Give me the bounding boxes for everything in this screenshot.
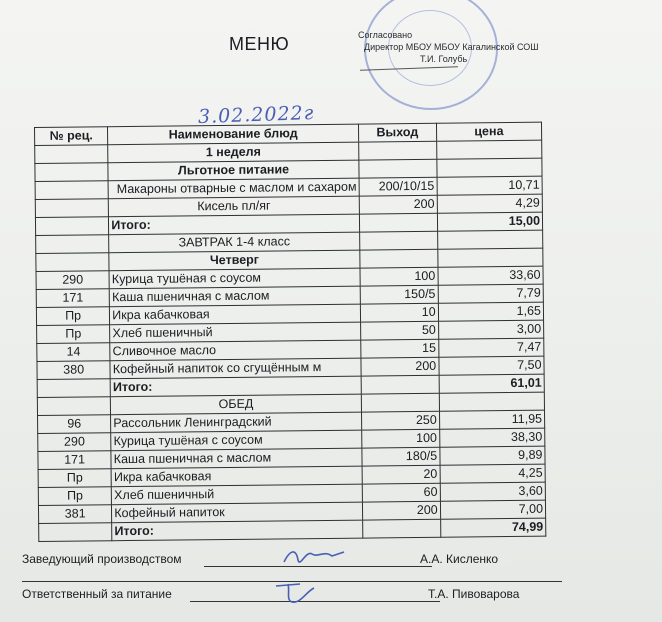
col-header-price: цена (436, 122, 541, 141)
lunch-title: ОБЕД (111, 394, 362, 415)
recipe-cell: 290 (38, 433, 111, 452)
price-cell: 3,00 (438, 320, 543, 339)
recipe-cell: Пр (37, 325, 110, 344)
output-cell: 60 (362, 483, 440, 502)
week-label: 1 неделя (108, 142, 359, 163)
recipe-cell: Пр (38, 487, 111, 506)
manager-signature (280, 544, 350, 570)
dish-cell: Хлеб пшеничный (112, 484, 363, 505)
price-cell: 11,95 (439, 410, 544, 429)
price-cell: 33,60 (438, 266, 543, 285)
price-cell: 7,47 (438, 338, 543, 357)
col-header-dish: Наименование блюд (108, 124, 359, 145)
output-cell: 20 (362, 465, 440, 484)
total-label: Итого: (110, 376, 361, 397)
output-cell: 250 (361, 411, 439, 430)
price-cell: 10,71 (437, 176, 542, 195)
price-cell: 1,65 (438, 302, 543, 321)
price-cell: 7,00 (440, 500, 545, 519)
recipe-cell (35, 199, 108, 218)
dish-cell: Кофейный напиток со сгущённым м (110, 358, 361, 379)
total-value: 74,99 (440, 518, 545, 537)
breakfast-title: ЗАВТРАК 1-4 класс (109, 232, 360, 253)
manager-name: А.А. Кисленко (420, 552, 499, 566)
page-title: МЕНЮ (229, 34, 290, 54)
responsible-name: Т.А. Пивоварова (428, 587, 520, 601)
approval-name: Т.И. Голубь (420, 54, 468, 64)
output-cell: 15 (361, 339, 439, 358)
responsible-signature (270, 578, 330, 608)
dish-cell: Кисель пл/яг (109, 196, 360, 217)
recipe-cell: 380 (37, 361, 110, 380)
recipe-cell: 290 (36, 271, 109, 290)
dish-cell: Курица тушёная с соусом (111, 430, 362, 451)
output-cell: 200 (361, 357, 439, 376)
dish-cell: Курица тушёная с соусом (109, 268, 360, 289)
handwritten-date: 3.02.2022г (197, 101, 315, 129)
price-cell: 4,29 (437, 194, 542, 213)
recipe-cell: 381 (38, 505, 111, 524)
recipe-cell: 96 (38, 415, 111, 434)
recipe-cell: 171 (36, 289, 109, 308)
output-cell: 200 (362, 501, 440, 520)
recipe-cell (35, 181, 108, 200)
dish-cell: Хлеб пшеничный (110, 322, 361, 343)
price-cell: 9,89 (440, 446, 545, 465)
recipe-cell: 14 (37, 343, 110, 362)
output-cell: 200/10/15 (359, 177, 437, 196)
responsible-role: Ответственный за питание (22, 587, 172, 601)
total-label: Итого: (109, 214, 360, 235)
recipe-cell: Пр (38, 469, 111, 488)
dish-cell: Икра кабачковая (110, 304, 361, 325)
total-label: Итого: (112, 520, 363, 541)
dish-cell: Каша пшеничная с маслом (109, 286, 360, 307)
col-header-recipe: № рец. (35, 127, 108, 146)
price-cell: 4,25 (440, 464, 545, 483)
output-cell: 50 (360, 321, 438, 340)
dish-cell: Икра кабачковая (111, 466, 362, 487)
menu-table (34, 122, 546, 542)
price-cell: 3,60 (440, 482, 545, 501)
manager-role: Заведующий производством (22, 552, 182, 566)
col-header-output: Выход (358, 123, 436, 142)
approval-director: Директор МБОУ МБОУ Кагалинской СОШ (364, 42, 539, 52)
output-cell: 10 (360, 303, 438, 322)
output-cell: 180/5 (362, 447, 440, 466)
dish-cell: Каша пшеничная с маслом (111, 448, 362, 469)
dish-cell: Рассольник Ленинградский (111, 412, 362, 433)
dish-cell: Сливочное масло (110, 340, 361, 361)
recipe-cell: 171 (38, 451, 111, 470)
price-cell: 38,30 (439, 428, 544, 447)
output-cell: 100 (362, 429, 440, 448)
dish-cell: Макароны отварные с маслом и сахаром (108, 178, 359, 199)
approval-label: Согласовано (358, 30, 413, 40)
dish-cell: Кофейный напиток (112, 502, 363, 523)
output-cell: 100 (360, 267, 438, 286)
approval-block (358, 29, 539, 65)
benefit-section-label: Льготное питание (108, 160, 359, 181)
output-cell: 150/5 (360, 285, 438, 304)
day-label: Четверг (109, 250, 360, 271)
price-cell: 7,79 (438, 284, 543, 303)
price-cell: 7,50 (439, 356, 544, 375)
total-value: 61,01 (439, 374, 544, 393)
output-cell: 200 (359, 195, 437, 214)
total-value: 15,00 (437, 212, 542, 231)
recipe-cell: Пр (36, 307, 109, 326)
